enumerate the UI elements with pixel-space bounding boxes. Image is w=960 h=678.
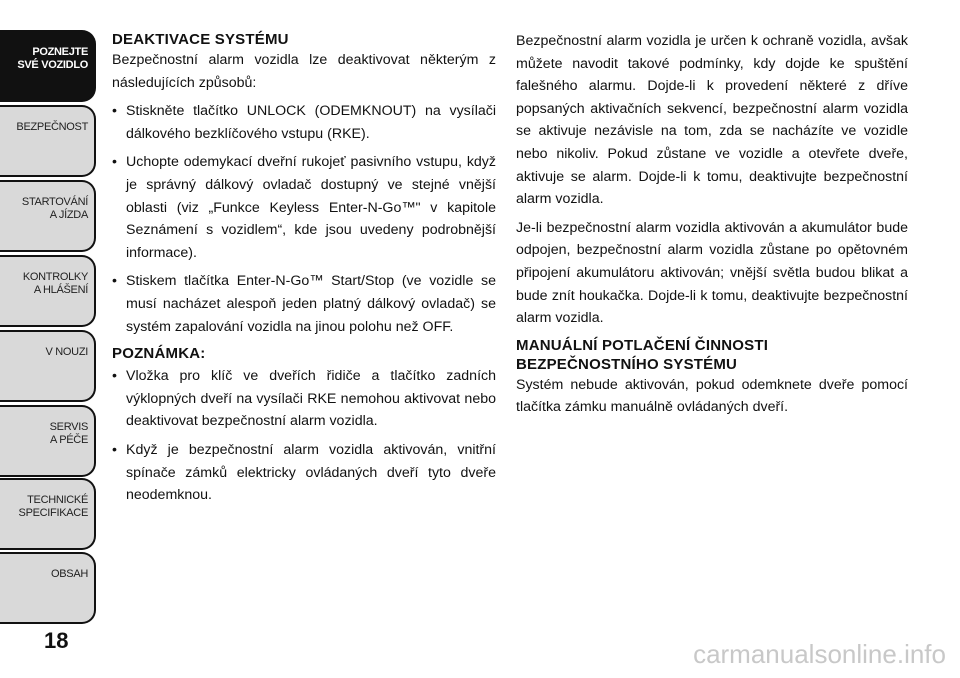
paragraph-false-alarm: Bezpečnostní alarm vozidla je určen k ochraně vozidla, avšak můžete navodit takové podmínky, kdy dojde ke spuštění falešného alarmu. Dojde-li k provedení některé z dříve popsaných aktivačních sekvencí, bezpečnostní alarm vozidla se aktivuje nezávisle na tom, zda se nacházíte ve vozidle nebo nikoliv. Pokud zůstane ve vozidle a otevřete dveře, aktivuje se alarm. Dojde-li k tomu, deaktivujte bezpečnostní alarm vozidla. <box>516 33 908 208</box>
list-item: • Uchopte odemykací dveřní rukojeť pasivního vstupu, když je správný dálkový ovladač dostupný ve stejné vnější oblasti (viz „Funkce Keyless Enter-N-Go™" v kapitole Seznámení s vozidlem“, kde jsou uvedeny podrobnější informace). <box>112 151 496 264</box>
tab-startovani-a-jizda[interactable] <box>0 180 96 252</box>
section-heading-manual-override: MANUÁLNÍ POTLAČENÍ ČINNOSTI BEZPEČNOSTNÍHO SYSTÉMU <box>516 336 769 373</box>
tab-poznejte-sve-vozidlo[interactable] <box>0 30 96 102</box>
tab-label: BEZPEČNOST <box>16 121 88 133</box>
tab-obsah[interactable] <box>0 552 96 624</box>
note-heading: POZNÁMKA: <box>112 345 206 363</box>
watermark: carmanualsonline.info <box>693 639 946 669</box>
right-column <box>516 30 908 425</box>
section-heading-deactivation: DEAKTIVACE SYSTÉMU <box>112 31 289 48</box>
tab-bezpecnost[interactable] <box>0 105 96 177</box>
tab-kontrolky-a-hlaseni[interactable] <box>0 255 96 327</box>
list-item: • Stiskněte tlačítko UNLOCK (ODEMKNOUT) na vysílači dálkového bezklíčového vstupu (RKE). <box>112 100 496 145</box>
paragraph-battery: Je-li bezpečnostní alarm vozidla aktivován a akumulátor bude odpojen, bezpečnostní alarm vozidla zůstane po opětovném připojení akumulátoru aktivován; vnější světla budou blikat a bude znít houkačka. Dojde-li k tomu, deaktivujte bezpečnostní alarm vozidla. <box>516 219 908 327</box>
tab-label: SERVIS A PÉČE <box>49 421 88 446</box>
tab-label: POZNEJTE SVÉ VOZIDLO <box>17 46 88 71</box>
tab-label: KONTROLKY A HLÁŠENÍ <box>22 271 88 296</box>
left-column <box>112 30 496 513</box>
tab-label: OBSAH <box>50 568 88 580</box>
note-list <box>112 365 496 507</box>
tab-servis-a-pece[interactable] <box>0 405 96 477</box>
list-item: • Vložka pro klíč ve dveřích řidiče a tlačítko zadních výklopných dveří na vysílači RKE nemohou aktivovat nebo deaktivovat bezpečnostní alarm vozidla. <box>112 365 496 433</box>
tab-label: V NOUZI <box>45 346 88 358</box>
intro-paragraph: Bezpečnostní alarm vozidla lze deaktivovat některým z následujících způsobů: <box>112 52 496 91</box>
tab-label: STARTOVÁNÍ A JÍZDA <box>21 196 88 221</box>
tab-label: TECHNICKÉ SPECIFIKACE <box>18 494 88 519</box>
paragraph-manual-override: Systém nebude aktivován, pokud odemknete dveře pomocí tlačítka zámku manuálně ovládaných dveří. <box>516 376 908 416</box>
list-item: • Když je bezpečnostní alarm vozidla aktivován, vnitřní spínače zámků elektricky ovládaných dveří tyto dveře neodemknou. <box>112 439 496 507</box>
tab-v-nouzi[interactable] <box>0 330 96 402</box>
list-item: • Stiskem tlačítka Enter-N-Go™ Start/Stop (ve vozidle se musí nacházet alespoň jeden platný dálkový ovladač) se systém zapalování vozidla na jinou polohu než OFF. <box>112 270 496 338</box>
tab-technicke-specifikace[interactable] <box>0 478 96 550</box>
deactivation-list <box>112 100 496 338</box>
page-number: 18 <box>44 628 69 653</box>
chapter-tabs <box>0 0 100 620</box>
